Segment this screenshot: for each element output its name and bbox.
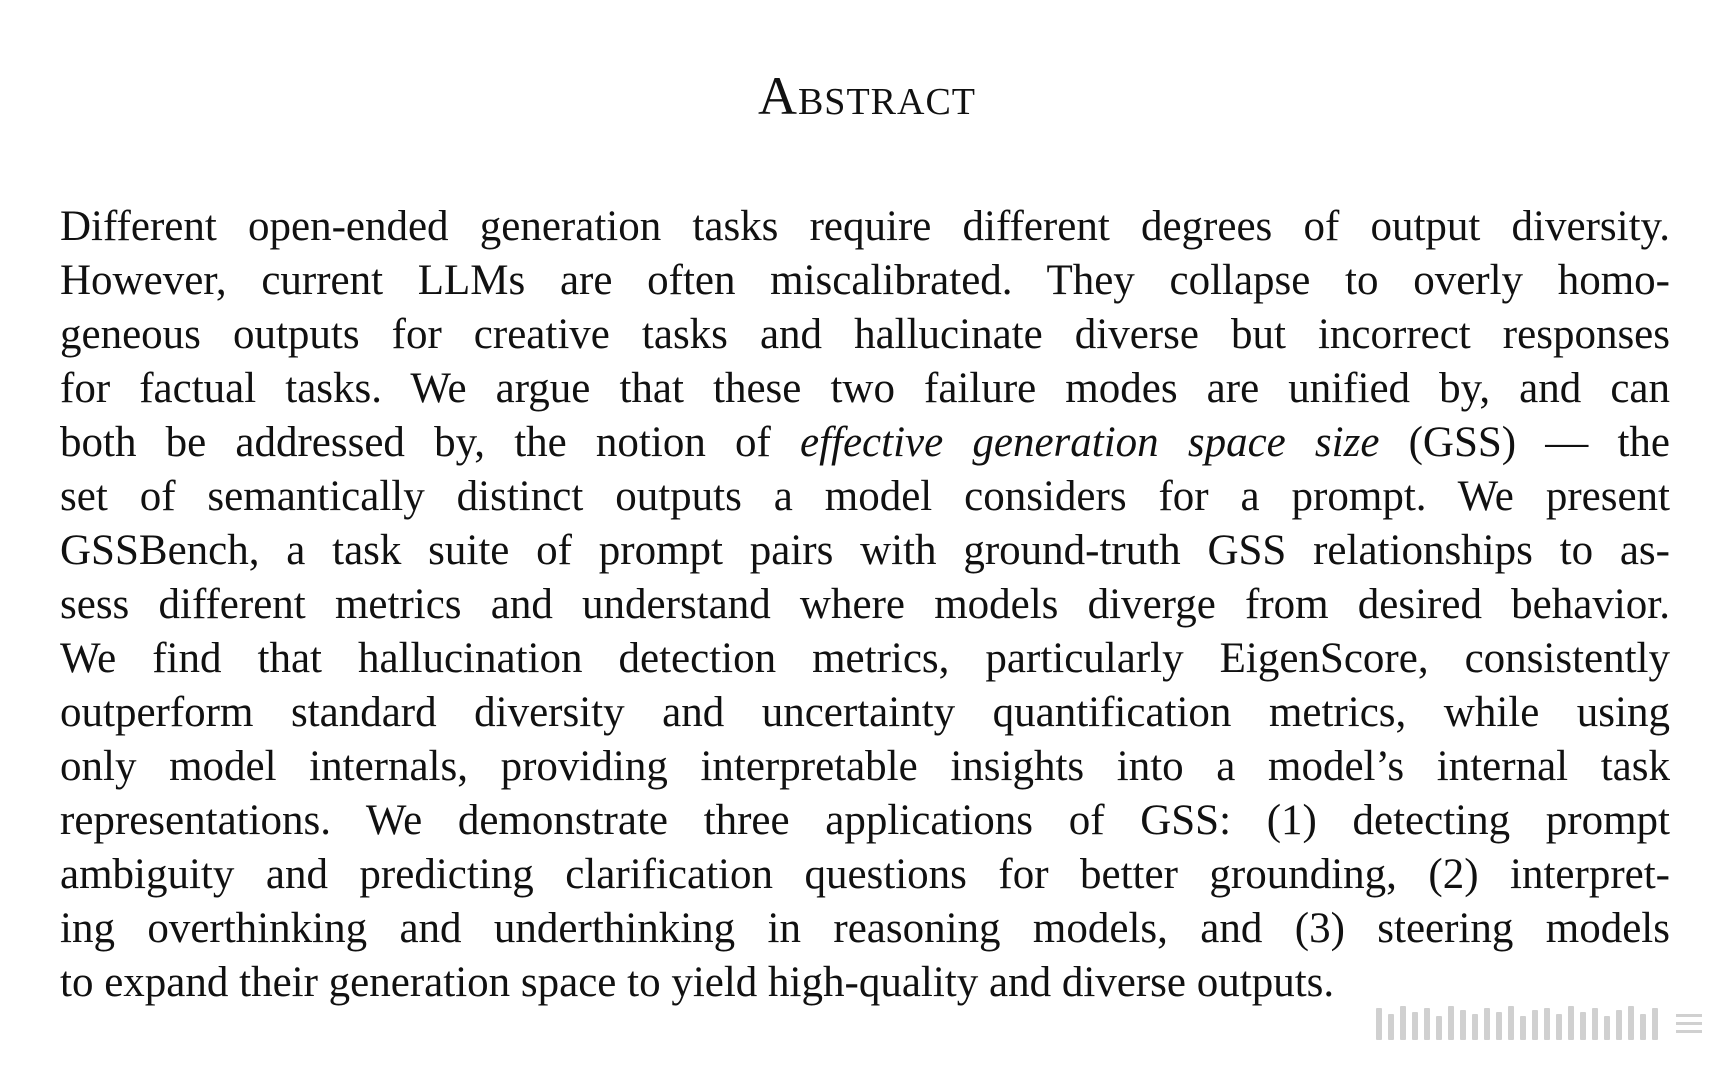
abstract-line: only model internals, providing interpretable insights into a model’s internal task (60, 743, 1670, 790)
abstract-line: both be addressed by, the notion of effective generation space size (GSS) — the (60, 419, 1670, 466)
abstract-line: Different open-ended generation tasks require different degrees of output diversity. (60, 203, 1670, 250)
abstract-line: for factual tasks. We argue that these two failure modes are unified by, and can (60, 365, 1670, 412)
watermark-logo-icon (1376, 1004, 1706, 1044)
abstract-line: outperform standard diversity and uncertainty quantification metrics, while using (60, 689, 1670, 736)
abstract-heading: Abstract (757, 66, 977, 126)
abstract-line: representations. We demonstrate three applications of GSS: (1) detecting prompt (60, 797, 1670, 844)
abstract-line: ambiguity and predicting clarification questions for better grounding, (2) interpret- (60, 851, 1670, 898)
abstract-line: set of semantically distinct outputs a model considers for a prompt. We present (60, 473, 1670, 520)
abstract-line: ing overthinking and underthinking in reasoning models, and (3) steering models (60, 905, 1670, 952)
abstract-line: to expand their generation space to yield high-quality and diverse outputs. (60, 959, 1335, 1006)
emphasized-term: effective generation space size (799, 419, 1380, 466)
abstract-line: geneous outputs for creative tasks and hallucinate diverse but incorrect responses (60, 311, 1670, 358)
abstract-line: sess different metrics and understand where models diverge from desired behavior. (60, 581, 1670, 628)
abstract-line: GSSBench, a task suite of prompt pairs with ground-truth GSS relationships to as- (60, 527, 1670, 574)
abstract-body (60, 200, 1670, 1010)
abstract-line: However, current LLMs are often miscalibrated. They collapse to overly homo- (60, 257, 1670, 304)
abstract-line: We find that hallucination detection metrics, particularly EigenScore, consistently (60, 635, 1670, 682)
